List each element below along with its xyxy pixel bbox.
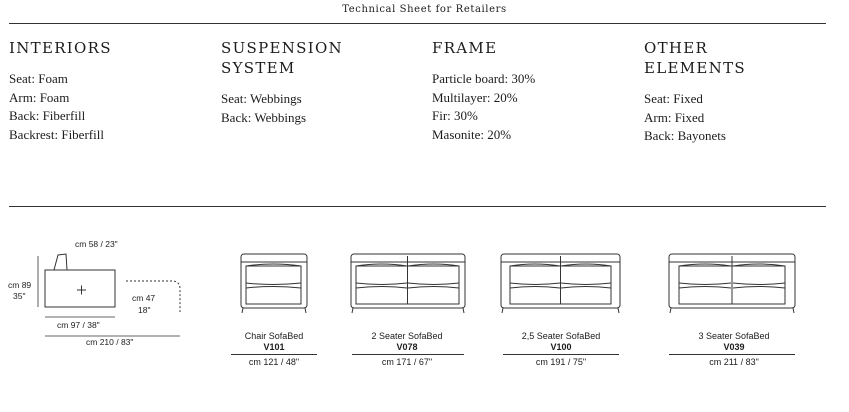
spec-item: Backrest: Fiberfill <box>9 126 104 142</box>
caption-underline <box>231 354 317 355</box>
spec-item: Seat: Webbings <box>221 91 302 106</box>
spec-item: Seat: Fixed <box>644 91 703 106</box>
model-code: V101 <box>263 342 285 352</box>
caption-underline <box>503 354 619 355</box>
model-caption-v039 <box>659 331 809 368</box>
spec-item: Arm: Fixed <box>644 109 705 125</box>
model-dimensions: cm 211 / 83" <box>709 357 759 367</box>
caption-underline <box>669 354 795 355</box>
height-cm-label: cm 89 <box>8 280 32 290</box>
depth-label: cm 97 / 38" <box>57 320 100 330</box>
height-in-label: 35" <box>13 291 26 301</box>
model-name: 2,5 Seater SofaBed <box>521 331 601 341</box>
spec-item: Back: Fiberfill <box>9 108 86 123</box>
spec-item: Multilayer: 20% <box>432 89 518 105</box>
model-dimensions: cm 171 / 67" <box>381 357 433 367</box>
spec-item: Back: Webbings <box>221 109 307 125</box>
sofa-drawing-chair <box>241 254 307 313</box>
model-dimensions: cm 121 / 48" <box>248 357 300 367</box>
model-code: V100 <box>550 342 572 352</box>
spec-item: Seat: Foam <box>9 71 68 86</box>
spec-item: Arm: Foam <box>9 89 70 105</box>
seat-height-cm-label: cm 47 <box>132 293 156 303</box>
model-code: V039 <box>723 342 745 352</box>
section-title: FRAME <box>432 39 498 57</box>
model-name: 3 Seater SofaBed <box>698 331 770 341</box>
model-name: 2 Seater SofaBed <box>371 331 443 341</box>
model-name: Chair SofaBed <box>244 331 304 341</box>
section-title: OTHER ELEMENTS <box>644 39 746 77</box>
sheet-title: Technical Sheet for Retailers <box>342 4 507 15</box>
sofa-drawing-2-5-seater <box>501 254 620 313</box>
section-title: SUSPENSION SYSTEM <box>221 39 343 77</box>
seat-height-in-label: 18" <box>138 305 151 315</box>
section-title: INTERIORS <box>9 39 112 57</box>
back-height-label: cm 58 / 23" <box>75 239 118 249</box>
open-length-label: cm 210 / 83" <box>86 337 134 347</box>
caption-underline <box>352 354 464 355</box>
model-caption-v100 <box>486 331 636 368</box>
spec-item: Fir: 30% <box>432 108 478 123</box>
spec-item: Back: Bayonets <box>644 128 726 143</box>
model-caption-v101 <box>199 331 349 368</box>
sofa-drawing-2-seater <box>351 254 465 313</box>
spec-item: Masonite: 20% <box>432 126 512 142</box>
spec-item: Particle board: 30% <box>432 71 536 86</box>
model-code: V078 <box>396 342 418 352</box>
model-dimensions: cm 191 / 75" <box>535 357 587 367</box>
sofa-drawing-3-seater <box>669 254 795 313</box>
model-caption-v078 <box>332 331 482 368</box>
